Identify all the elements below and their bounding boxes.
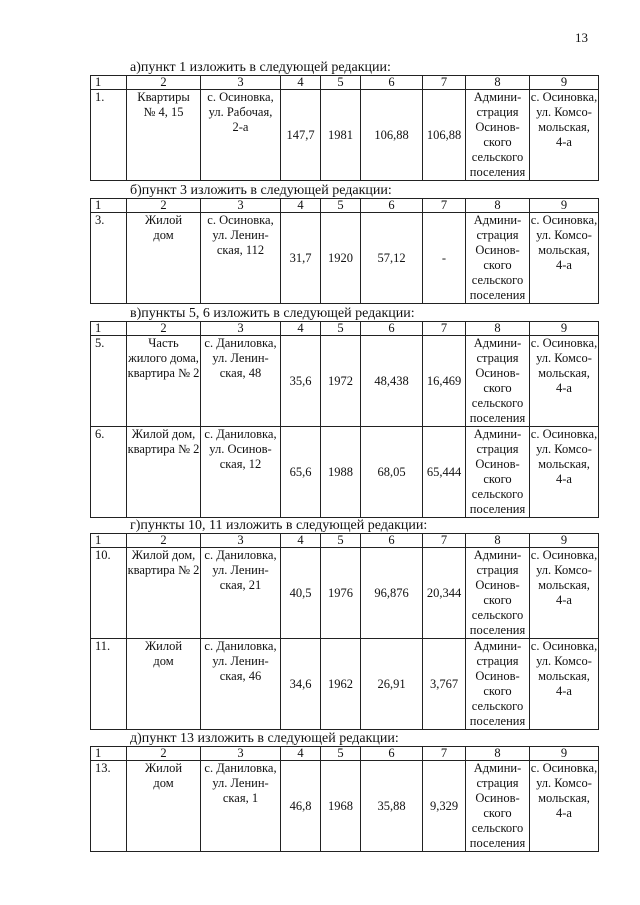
column-number-3: 3 — [201, 534, 281, 548]
owner-name: Админи- страция Осинов- ского сельского поселения — [466, 761, 530, 852]
section-title: в)пункты 5, 6 изложить в следующей редакции: — [130, 306, 415, 321]
owner-name: Админи- страция Осинов- ского сельского поселения — [466, 639, 530, 730]
property-name: Часть жилого дома, квартира № 2 — [127, 336, 201, 427]
property-address: с. Даниловка, ул. Ленин- ская, 48 — [201, 336, 281, 427]
column-number-8: 8 — [466, 322, 530, 336]
value-col6: 48,438 — [361, 336, 423, 427]
property-address: с. Осиновка, ул. Рабочая, 2-а — [201, 90, 281, 181]
row-number: 6. — [91, 427, 127, 518]
table-row — [91, 761, 599, 852]
column-number-6: 6 — [361, 199, 423, 213]
value-col7: 106,88 — [423, 90, 466, 181]
table-row — [91, 639, 599, 730]
property-table — [90, 746, 599, 852]
year-value: 1981 — [321, 90, 361, 181]
column-number-5: 5 — [321, 199, 361, 213]
column-number-1: 1 — [91, 76, 127, 90]
header-row — [91, 322, 599, 336]
section — [90, 731, 598, 852]
column-number-5: 5 — [321, 76, 361, 90]
owner-address: с. Осиновка, ул. Комсо- мольская, 4-а — [530, 761, 599, 852]
column-number-8: 8 — [466, 534, 530, 548]
year-value: 1988 — [321, 427, 361, 518]
area-value: 34,6 — [281, 639, 321, 730]
page-number: 13 — [575, 30, 588, 45]
owner-address: с. Осиновка, ул. Комсо- мольская, 4-а — [530, 548, 599, 639]
property-name: Жилой дом — [127, 639, 201, 730]
column-number-5: 5 — [321, 747, 361, 761]
area-value: 35,6 — [281, 336, 321, 427]
area-value: 65,6 — [281, 427, 321, 518]
area-value: 31,7 — [281, 213, 321, 304]
section-title: б)пункт 3 изложить в следующей редакции: — [130, 183, 392, 198]
value-col7: 3,767 — [423, 639, 466, 730]
column-number-2: 2 — [127, 322, 201, 336]
table-row — [91, 336, 599, 427]
owner-name: Админи- страция Осинов- ского сельского поселения — [466, 90, 530, 181]
owner-name: Админи- страция Осинов- ского сельского поселения — [466, 336, 530, 427]
column-number-5: 5 — [321, 534, 361, 548]
property-address: с. Даниловка, ул. Ленин- ская, 21 — [201, 548, 281, 639]
value-col7: 20,344 — [423, 548, 466, 639]
section — [90, 306, 598, 518]
row-number: 13. — [91, 761, 127, 852]
column-number-8: 8 — [466, 76, 530, 90]
property-name: Жилой дом — [127, 213, 201, 304]
year-value: 1972 — [321, 336, 361, 427]
area-value: 147,7 — [281, 90, 321, 181]
area-value: 40,5 — [281, 548, 321, 639]
property-name: Жилой дом, квартира № 2 — [127, 427, 201, 518]
value-col6: 57,12 — [361, 213, 423, 304]
column-number-2: 2 — [127, 76, 201, 90]
value-col6: 35,88 — [361, 761, 423, 852]
property-name: Жилой дом, квартира № 2 — [127, 548, 201, 639]
column-number-6: 6 — [361, 322, 423, 336]
column-number-9: 9 — [530, 534, 599, 548]
value-col7: 9,329 — [423, 761, 466, 852]
section-title: д)пункт 13 изложить в следующей редакции: — [130, 731, 399, 746]
column-number-9: 9 — [530, 199, 599, 213]
value-col6: 106,88 — [361, 90, 423, 181]
section — [90, 518, 598, 730]
column-number-1: 1 — [91, 534, 127, 548]
column-number-7: 7 — [423, 322, 466, 336]
column-number-3: 3 — [201, 747, 281, 761]
value-col6: 96,876 — [361, 548, 423, 639]
column-number-6: 6 — [361, 747, 423, 761]
row-number: 1. — [91, 90, 127, 181]
owner-address: с. Осиновка, ул. Комсо- мольская, 4-а — [530, 427, 599, 518]
column-number-1: 1 — [91, 199, 127, 213]
table-row — [91, 427, 599, 518]
column-number-9: 9 — [530, 76, 599, 90]
year-value: 1968 — [321, 761, 361, 852]
column-number-6: 6 — [361, 534, 423, 548]
header-row — [91, 747, 599, 761]
table-row — [91, 548, 599, 639]
area-value: 46,8 — [281, 761, 321, 852]
column-number-4: 4 — [281, 747, 321, 761]
property-address: с. Даниловка, ул. Ленин- ская, 46 — [201, 639, 281, 730]
value-col7: 65,444 — [423, 427, 466, 518]
property-address: с. Осиновка, ул. Ленин- ская, 112 — [201, 213, 281, 304]
column-number-7: 7 — [423, 76, 466, 90]
column-number-7: 7 — [423, 534, 466, 548]
owner-address: с. Осиновка, ул. Комсо- мольская, 4-а — [530, 90, 599, 181]
column-number-4: 4 — [281, 534, 321, 548]
column-number-2: 2 — [127, 199, 201, 213]
column-number-7: 7 — [423, 747, 466, 761]
value-col7: - — [423, 213, 466, 304]
property-name: Жилой дом — [127, 761, 201, 852]
value-col6: 68,05 — [361, 427, 423, 518]
column-number-5: 5 — [321, 322, 361, 336]
section — [90, 60, 598, 181]
property-name: Квартиры № 4, 15 — [127, 90, 201, 181]
property-address: с. Даниловка, ул. Ленин- ская, 1 — [201, 761, 281, 852]
property-table — [90, 321, 599, 518]
row-number: 10. — [91, 548, 127, 639]
row-number: 3. — [91, 213, 127, 304]
section — [90, 183, 598, 304]
column-number-1: 1 — [91, 322, 127, 336]
column-number-2: 2 — [127, 747, 201, 761]
property-table — [90, 533, 599, 730]
owner-address: с. Осиновка, ул. Комсо- мольская, 4-а — [530, 639, 599, 730]
column-number-3: 3 — [201, 76, 281, 90]
owner-name: Админи- страция Осинов- ского сельского поселения — [466, 213, 530, 304]
owner-address: с. Осиновка, ул. Комсо- мольская, 4-а — [530, 336, 599, 427]
column-number-3: 3 — [201, 199, 281, 213]
column-number-7: 7 — [423, 199, 466, 213]
table-row — [91, 90, 599, 181]
column-number-2: 2 — [127, 534, 201, 548]
year-value: 1920 — [321, 213, 361, 304]
year-value: 1976 — [321, 548, 361, 639]
property-table — [90, 198, 599, 304]
column-number-6: 6 — [361, 76, 423, 90]
header-row — [91, 534, 599, 548]
header-row — [91, 199, 599, 213]
owner-name: Админи- страция Осинов- ского сельского поселения — [466, 548, 530, 639]
column-number-3: 3 — [201, 322, 281, 336]
property-address: с. Даниловка, ул. Осинов- ская, 12 — [201, 427, 281, 518]
header-row — [91, 76, 599, 90]
column-number-9: 9 — [530, 747, 599, 761]
table-row — [91, 213, 599, 304]
property-table — [90, 75, 599, 181]
owner-address: с. Осиновка, ул. Комсо- мольская, 4-а — [530, 213, 599, 304]
column-number-4: 4 — [281, 199, 321, 213]
column-number-1: 1 — [91, 747, 127, 761]
year-value: 1962 — [321, 639, 361, 730]
column-number-8: 8 — [466, 747, 530, 761]
row-number: 11. — [91, 639, 127, 730]
value-col7: 16,469 — [423, 336, 466, 427]
value-col6: 26,91 — [361, 639, 423, 730]
column-number-4: 4 — [281, 76, 321, 90]
owner-name: Админи- страция Осинов- ского сельского поселения — [466, 427, 530, 518]
column-number-8: 8 — [466, 199, 530, 213]
section-title: а)пункт 1 изложить в следующей редакции: — [130, 60, 391, 75]
section-title: г)пункты 10, 11 изложить в следующей редакции: — [130, 518, 428, 533]
column-number-9: 9 — [530, 322, 599, 336]
row-number: 5. — [91, 336, 127, 427]
column-number-4: 4 — [281, 322, 321, 336]
